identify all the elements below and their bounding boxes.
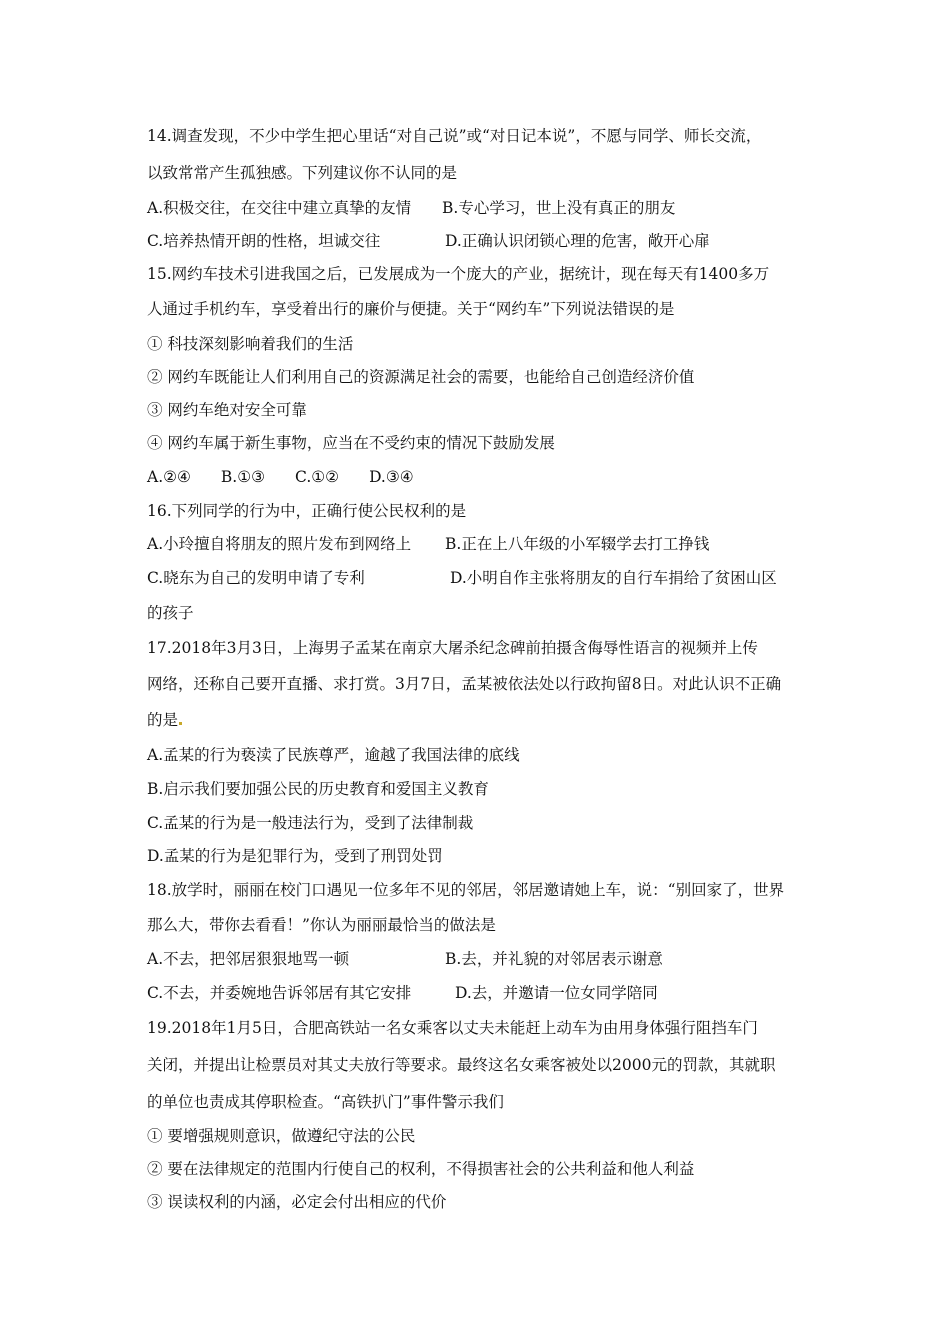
q17-stem-line1: 17.2018年3月3日，上海男子孟某在南京大屠杀纪念碑前拍摄含侮辱性语言的视频并上传: [147, 639, 758, 657]
q15-option-d: D.③④: [369, 468, 414, 486]
q16-option-b: B.正在上八年级的小军辍学去打工挣钱: [445, 535, 710, 553]
q15-options: [147, 467, 444, 487]
q15-stem-line1: 15.网约车技术引进我国之后，已发展成为一个庞大的产业，据统计，现在每天有1400多万: [147, 265, 770, 283]
q18-stem-line1: 18.放学时，丽丽在校门口遇见一位多年不见的邻居，邻居邀请她上车，说：“别回家了，世界: [147, 881, 785, 899]
emphasis-dot: [179, 722, 182, 725]
q15-item-4: ④ 网约车属于新生事物，应当在不受约束的情况下鼓励发展: [147, 434, 555, 452]
q19-stem-line1: 19.2018年1月5日，合肥高铁站一名女乘客以丈夫未能赶上动车为由用身体强行阻挡车门: [147, 1019, 758, 1037]
q14-stem-line1: 14.调查发现，不少中学生把心里话“对自己说”或“对日记本说”，不愿与同学、师长交流，: [147, 127, 762, 145]
q16-option-d-continued: 的孩子: [147, 604, 194, 622]
q17-option-b: B.启示我们要加强公民的历史教育和爱国主义教育: [147, 780, 489, 798]
q16-option-a: A.小玲擅自将朋友的照片发布到网络上: [147, 535, 412, 553]
q14-option-b: B.专心学习，世上没有真正的朋友: [442, 199, 676, 217]
q15-stem-line2: 人通过手机约车，享受着出行的廉价与便捷。关于“网约车”下列说法错误的是: [147, 300, 675, 318]
q18-option-b: B.去，并礼貌的对邻居表示谢意: [445, 950, 663, 968]
q19-item-1: ① 要增强规则意识，做遵纪守法的公民: [147, 1127, 416, 1145]
q18-stem-line2: 那么大，带你去看看！”你认为丽丽最恰当的做法是: [147, 916, 496, 934]
q16-stem: 16.下列同学的行为中，正确行使公民权利的是: [147, 502, 467, 520]
q17-stem-line3-text: 的是: [147, 711, 179, 729]
q18-option-d: D.去，并邀请一位女同学陪同: [455, 984, 658, 1002]
q18-option-a: A.不去，把邻居狠狠地骂一顿: [147, 950, 350, 968]
q15-item-3: ③ 网约车绝对安全可靠: [147, 401, 307, 419]
q15-option-b: B.①③: [220, 468, 266, 486]
q17-option-d: D.孟某的行为是犯罪行为，受到了刑罚处罚: [147, 847, 443, 865]
q16-option-d: D.小明自作主张将朋友的自行车捐给了贫困山区: [450, 569, 777, 587]
q17-option-c: C.孟某的行为是一般违法行为，受到了法律制裁: [147, 814, 474, 832]
q15-option-a: A.②④: [147, 468, 191, 486]
q15-item-2: ② 网约车既能让人们利用自己的资源满足社会的需要，也能给自己创造经济价值: [147, 368, 695, 386]
q18-option-c: C.不去，并委婉地告诉邻居有其它安排: [147, 984, 412, 1002]
q17-stem-line2: 网络，还称自己要开直播、求打赏。3月7日，孟某被依法处以行政拘留8日。对此认识不正确: [147, 675, 782, 693]
q17-stem-line3: [147, 710, 182, 730]
q15-option-c: C.①②: [295, 468, 340, 486]
q14-option-a: A.积极交往，在交往中建立真挚的友情: [147, 199, 412, 217]
q19-item-2: ② 要在法律规定的范围内行使自己的权利，不得损害社会的公共利益和他人利益: [147, 1160, 695, 1178]
q14-stem-line2: 以致常常产生孤独感。下列建议你不认同的是: [147, 164, 458, 182]
q14-option-c: C.培养热情开朗的性格，坦诚交往: [147, 232, 381, 250]
q19-stem-line3: 的单位也责成其停职检查。“高铁扒门”事件警示我们: [147, 1093, 504, 1111]
q19-item-3: ③ 误读权利的内涵，必定会付出相应的代价: [147, 1193, 447, 1211]
q15-item-1: ① 科技深刻影响着我们的生活: [147, 335, 354, 353]
q17-option-a: A.孟某的行为亵渎了民族尊严，逾越了我国法律的底线: [147, 746, 520, 764]
q16-option-c: C.晓东为自己的发明申请了专利: [147, 569, 365, 587]
q19-stem-line2: 关闭，并提出让检票员对其丈夫放行等要求。最终这名女乘客被处以2000元的罚款，其就职: [147, 1056, 776, 1074]
q14-option-d: D.正确认识闭锁心理的危害，敞开心扉: [445, 232, 710, 250]
